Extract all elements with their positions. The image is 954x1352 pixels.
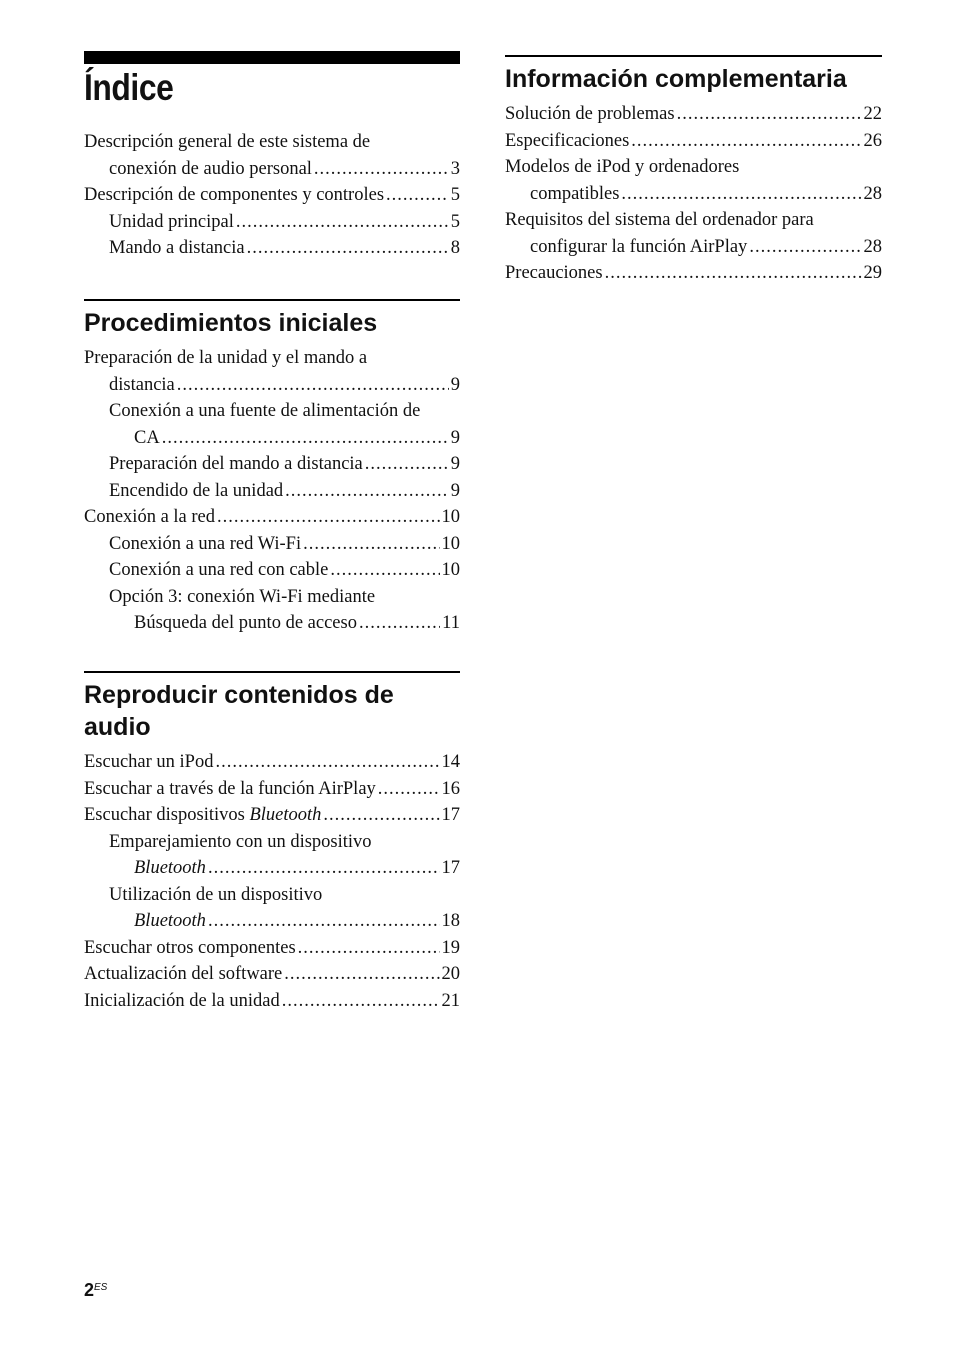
- toc-entry[interactable]: [84, 584, 460, 637]
- toc-page-number: 10: [441, 533, 460, 554]
- language-code: ES: [94, 1282, 108, 1293]
- dot-leader: [215, 749, 439, 776]
- toc-entry-text: Mando a distancia: [109, 238, 245, 258]
- title-rule: [84, 51, 460, 64]
- toc-entry[interactable]: [84, 129, 460, 182]
- section-heading: Reproducir contenidos de audio: [84, 681, 394, 741]
- toc-entry-text: Preparación del mando a distancia: [109, 454, 363, 474]
- toc-entry[interactable]: [84, 531, 460, 558]
- section-rule: [84, 299, 460, 301]
- toc-page-number: 29: [863, 263, 882, 283]
- dot-leader: [303, 531, 439, 558]
- dot-leader: [605, 260, 862, 287]
- toc-page-number: 5: [450, 211, 460, 232]
- toc-entry-text: compatibles: [530, 183, 620, 204]
- toc-entry-text: Escuchar un iPod: [84, 752, 214, 772]
- toc-entry-text: Conexión a una red con cable: [109, 560, 329, 580]
- toc-page-number: 20: [441, 964, 460, 984]
- dot-leader: [177, 372, 449, 399]
- dot-leader: [284, 961, 439, 988]
- dot-leader: [208, 855, 440, 882]
- dot-leader: [677, 101, 862, 128]
- toc-entry-text: Encendido de la unidad: [109, 480, 284, 501]
- dot-leader: [298, 935, 440, 962]
- toc-entry-text: Escuchar dispositivos Bluetooth: [84, 805, 322, 825]
- page-number: 2: [84, 1280, 95, 1300]
- toc-entry-text: CA: [134, 427, 160, 448]
- toc-page-number: 10: [441, 507, 460, 527]
- toc-page-number: 18: [441, 911, 460, 931]
- toc-entry-text: Bluetooth: [134, 858, 206, 878]
- toc-entry[interactable]: [84, 398, 460, 451]
- dot-leader: [162, 425, 449, 452]
- toc-page-number: 9: [450, 427, 460, 448]
- dot-leader: [217, 504, 440, 531]
- toc-entry[interactable]: [84, 235, 460, 262]
- toc-entry[interactable]: [84, 209, 460, 236]
- toc-entry-text: configurar la función AirPlay: [530, 236, 748, 257]
- dot-leader: [247, 235, 449, 262]
- dot-leader: [314, 156, 449, 183]
- toc-section-procedimientos: [84, 299, 460, 637]
- toc-entry-text: Búsqueda del punto de acceso: [134, 613, 357, 633]
- toc-entry-text: Precauciones: [505, 263, 603, 283]
- section-rule: [505, 55, 882, 57]
- toc-page-number: 28: [863, 236, 882, 257]
- toc-entry[interactable]: [84, 829, 460, 882]
- toc-entry-text: Especificaciones: [505, 130, 630, 151]
- page-title: Índice: [84, 67, 174, 108]
- toc-page-number: 19: [441, 937, 460, 958]
- toc-entry[interactable]: [84, 802, 460, 829]
- toc-entry-text: Modelos de iPod y ordenadores: [505, 157, 740, 177]
- toc-entry[interactable]: [84, 961, 460, 988]
- toc-entry-text: Escuchar a través de la función AirPlay: [84, 778, 376, 799]
- toc-entry-text: Requisitos del sistema del ordenador para: [505, 210, 814, 230]
- toc-entry[interactable]: [505, 207, 882, 260]
- dot-leader: [282, 988, 440, 1015]
- dot-leader: [359, 610, 440, 637]
- dot-leader: [621, 181, 861, 208]
- toc-entry-text: Solución de problemas: [505, 104, 675, 124]
- section-heading: Procedimientos iniciales: [84, 309, 378, 337]
- toc-entry[interactable]: [84, 776, 460, 803]
- toc-entry-text: Actualización del software: [84, 964, 283, 984]
- toc-page-number: 9: [450, 480, 460, 501]
- dot-leader: [749, 234, 861, 261]
- toc-entry-text: Emparejamiento con un dispositivo: [109, 831, 372, 852]
- toc-entry-text: Conexión a la red: [84, 507, 215, 527]
- toc-entry[interactable]: [505, 260, 882, 287]
- toc-entry-text: conexión de audio personal: [109, 158, 312, 179]
- dot-leader: [208, 908, 440, 935]
- toc-entry[interactable]: [84, 935, 460, 962]
- toc-entry-text: Unidad principal: [109, 211, 234, 232]
- toc-entry[interactable]: [505, 128, 882, 155]
- section-rule: [84, 671, 460, 673]
- section-heading: Información complementaria: [505, 65, 847, 93]
- toc-page-number: 22: [863, 104, 882, 124]
- toc-page-number: 8: [450, 238, 460, 258]
- toc-page-number: 9: [450, 454, 460, 474]
- toc-page-number: 5: [450, 185, 460, 205]
- toc-entry-text: Utilización de un dispositivo: [109, 884, 323, 905]
- dot-leader: [236, 209, 449, 236]
- toc-page-number: 9: [450, 374, 460, 395]
- toc-entry-text: Preparación de la unidad y el mando a: [84, 348, 368, 368]
- toc-entry[interactable]: [84, 451, 460, 478]
- toc-intro: [84, 129, 460, 262]
- toc-entry-text: Descripción general de este sistema de: [84, 132, 371, 152]
- toc-entry[interactable]: [84, 557, 460, 584]
- toc-page-number: 17: [441, 805, 460, 825]
- dot-leader: [323, 802, 439, 829]
- toc-page-number: 11: [442, 613, 460, 633]
- toc-entry[interactable]: [84, 182, 460, 209]
- toc-entry[interactable]: [84, 749, 460, 776]
- toc-page-number: 16: [441, 778, 460, 799]
- dot-leader: [631, 128, 861, 155]
- toc-page-number: 21: [441, 990, 460, 1011]
- toc-entry-text: Descripción de componentes y controles: [84, 185, 385, 205]
- dot-leader: [378, 776, 440, 803]
- toc-entry[interactable]: [505, 101, 882, 128]
- dot-leader: [386, 182, 449, 209]
- toc-page-number: 17: [441, 858, 460, 878]
- toc-entry[interactable]: [84, 478, 460, 505]
- toc-entry[interactable]: [84, 504, 460, 531]
- toc-page-number: 26: [863, 130, 882, 151]
- toc-entry[interactable]: [84, 882, 460, 935]
- dot-leader: [365, 451, 449, 478]
- toc-entry-text: Escuchar otros componentes: [84, 937, 296, 958]
- dot-leader: [330, 557, 439, 584]
- toc-entry[interactable]: [505, 154, 882, 207]
- page-footer: [84, 1280, 107, 1301]
- toc-entry-text: Conexión a una red Wi-Fi: [109, 533, 302, 554]
- dot-leader: [285, 478, 449, 505]
- toc-page-number: 3: [450, 158, 460, 179]
- toc-entry-text: Opción 3: conexión Wi-Fi mediante: [109, 586, 376, 607]
- toc-page-number: 10: [441, 560, 460, 580]
- toc-entry-text: Conexión a una fuente de alimentación de: [109, 401, 421, 421]
- toc-entry-text: Inicialización de la unidad: [84, 990, 280, 1011]
- toc-page-number: 28: [863, 183, 882, 204]
- toc-section-informacion: [505, 55, 882, 287]
- toc-entry-text: Bluetooth: [134, 911, 206, 931]
- toc-entry-text: distancia: [109, 374, 175, 395]
- toc-page-number: 14: [441, 752, 460, 772]
- toc-entry[interactable]: [84, 345, 460, 398]
- toc-section-reproducir: [84, 671, 460, 1014]
- toc-entry[interactable]: [84, 988, 460, 1015]
